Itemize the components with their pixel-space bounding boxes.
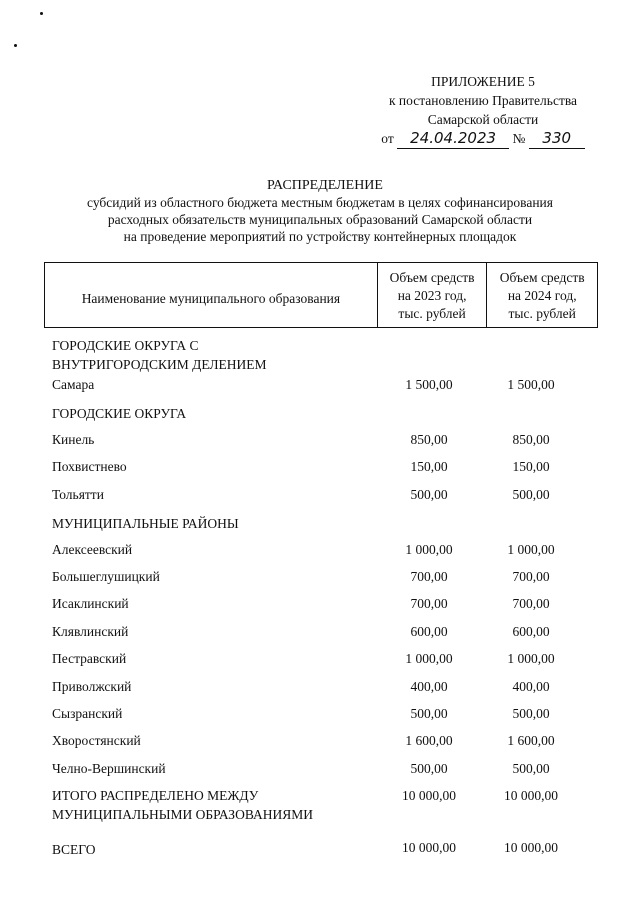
total-distributed-2024: 10 000,00 [504, 788, 558, 803]
date-prefix: от [381, 131, 394, 146]
table-row-name: Сызранский [52, 706, 123, 721]
grand-total-label: ВСЕГО [52, 842, 96, 857]
region-name: Самарской области [427, 112, 539, 127]
title-main: РАСПРЕДЕЛЕНИЕ [267, 178, 383, 193]
table-row-value-2024: 400,00 [512, 679, 550, 694]
table-row-value-2023: 400,00 [410, 679, 448, 694]
table-row-value-2024: 500,00 [512, 487, 550, 502]
column-header-2024 [487, 263, 597, 327]
section-urban: ГОРОДСКИЕ ОКРУГА [52, 406, 187, 421]
table-row-value-2023: 700,00 [410, 596, 448, 611]
section-label-line: ГОРОДСКИЕ ОКРУГА С [52, 338, 199, 353]
table-row-value-2023: 600,00 [410, 624, 448, 639]
table-row-value-2023: 1 000,00 [405, 542, 453, 557]
table-row-value-2023: 700,00 [410, 569, 448, 584]
section-label-line: ВНУТРИГОРОДСКИМ ДЕЛЕНИЕМ [52, 357, 267, 372]
column-header-2024-line: тыс. рублей [508, 306, 576, 321]
table-row-value-2024: 500,00 [512, 706, 550, 721]
table-row-value-2023: 1 500,00 [405, 377, 453, 392]
column-header-name: Наименование муниципального образования [45, 263, 378, 327]
table-row-name: Приволжский [52, 679, 132, 694]
number-sign: № [512, 131, 526, 146]
table-row-name: Исаклинский [52, 596, 129, 611]
title-line-1: субсидий из областного бюджета местным бюджетам в целях софинансирования [87, 195, 553, 210]
title-line-2: расходных обязательств муниципальных образований Самарской области [107, 212, 533, 227]
column-header-2024-line: на 2024 год, [507, 288, 577, 303]
table-row-name: Челно-Вершинский [52, 761, 166, 776]
table-row-value-2023: 1 600,00 [405, 733, 453, 748]
table-row-value-2024: 150,00 [512, 459, 550, 474]
table-row-name: Самара [52, 377, 95, 392]
table-row-value-2024: 1 500,00 [507, 377, 555, 392]
table-row-value-2024: 850,00 [512, 432, 550, 447]
handwritten-date: 24.04.2023 [397, 129, 509, 149]
table-row-name: Похвистнево [52, 459, 127, 474]
table-row-value-2023: 500,00 [410, 706, 448, 721]
column-header-2023-line: на 2023 год, [397, 288, 467, 303]
table-row-value-2024: 1 000,00 [507, 651, 555, 666]
table-row-value-2024: 1 600,00 [507, 733, 555, 748]
column-header-2023 [378, 263, 488, 327]
grand-total-2024: 10 000,00 [504, 840, 558, 855]
subsidy-table [44, 262, 598, 328]
appendix-header [368, 72, 598, 149]
table-row-value-2023: 500,00 [410, 761, 448, 776]
table-row-value-2024: 500,00 [512, 761, 550, 776]
table-row-value-2023: 500,00 [410, 487, 448, 502]
appendix-number: ПРИЛОЖЕНИЕ 5 [431, 74, 535, 89]
document-title [0, 177, 640, 245]
table-row-value-2024: 700,00 [512, 569, 550, 584]
table-row-value-2023: 150,00 [410, 459, 448, 474]
decree-date-line [368, 129, 598, 149]
table-row-name: Хворостянский [52, 733, 141, 748]
table-row-name: Тольятти [52, 487, 104, 502]
scan-speck [14, 44, 17, 47]
grand-total-2023: 10 000,00 [402, 840, 456, 855]
table-row-name: Пестравский [52, 651, 127, 666]
column-header-2023-line: тыс. рублей [398, 306, 466, 321]
scan-speck [40, 12, 43, 15]
table-row-name: Алексеевский [52, 542, 133, 557]
table-row-value-2024: 700,00 [512, 596, 550, 611]
total-distributed-2023: 10 000,00 [402, 788, 456, 803]
table-header [44, 262, 598, 328]
column-header-2023-line: Объем средств [389, 270, 475, 285]
column-header-2024-line: Объем средств [499, 270, 585, 285]
section-urban-with-division [52, 336, 267, 374]
total-distributed-label [52, 786, 313, 824]
total-label-line: ИТОГО РАСПРЕДЕЛЕНО МЕЖДУ [52, 788, 259, 803]
section-municipal: МУНИЦИПАЛЬНЫЕ РАЙОНЫ [52, 516, 239, 531]
handwritten-number: 330 [529, 129, 585, 149]
table-row-value-2024: 1 000,00 [507, 542, 555, 557]
table-row-name: Большеглушицкий [52, 569, 160, 584]
table-row-value-2023: 850,00 [410, 432, 448, 447]
table-row-name: Клявлинский [52, 624, 129, 639]
decree-reference: к постановлению Правительства [388, 93, 578, 108]
table-row-name: Кинель [52, 432, 95, 447]
total-label-line: МУНИЦИПАЛЬНЫМИ ОБРАЗОВАНИЯМИ [52, 807, 313, 822]
table-row-value-2024: 600,00 [512, 624, 550, 639]
title-line-3: на проведение мероприятий по устройству контейнерных площадок [123, 229, 517, 244]
table-row-value-2023: 1 000,00 [405, 651, 453, 666]
